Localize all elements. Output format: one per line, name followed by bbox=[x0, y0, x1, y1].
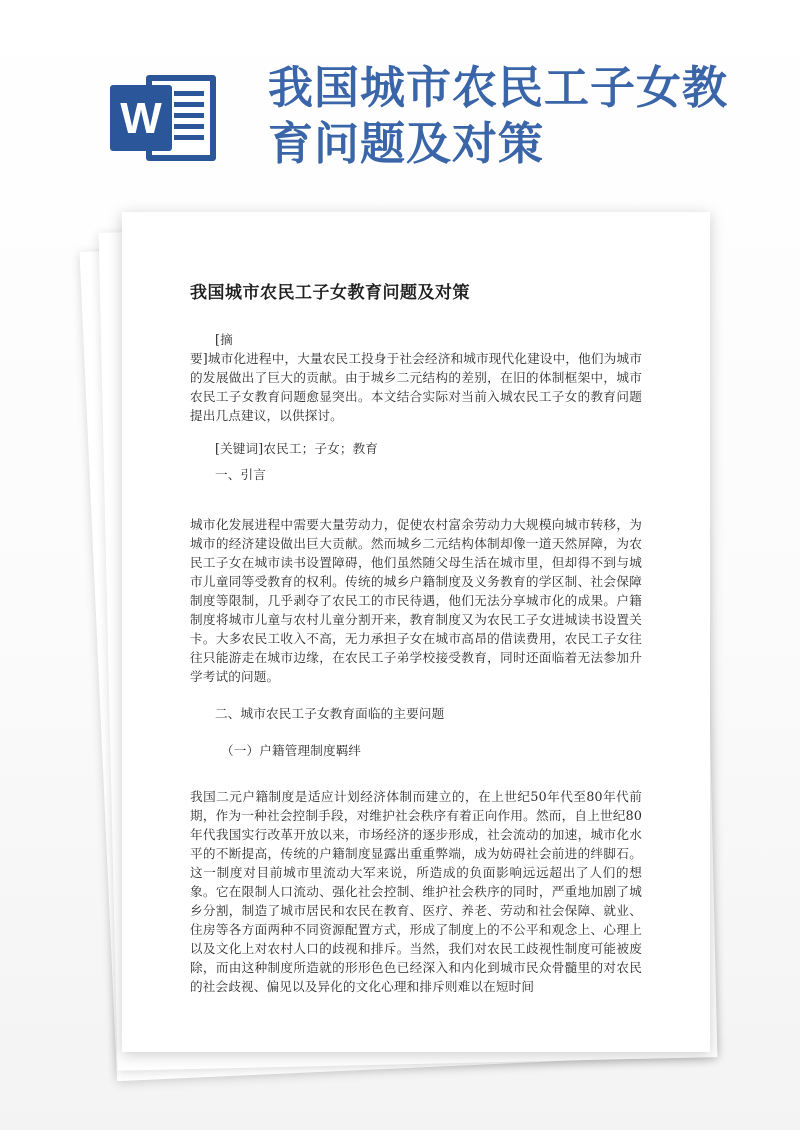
word-logo bbox=[110, 75, 220, 161]
section-heading-main-problems: 二、城市农民工子女教育面临的主要问题 bbox=[215, 706, 445, 721]
abstract-paragraph: 要]城市化进程中，大量农民工投身于社会经济和城市现代化建设中，他们为城市的发展做出了巨大的贡献。由于城乡二元结构的差别，在旧的体制框架中，城市农民工子女教育问题愈显突出。本文结合实际对当前入城农民工子女的教育问题提出几点建议，以供探讨。 bbox=[190, 351, 642, 423]
document-page bbox=[122, 212, 710, 1052]
word-logo-letter: W bbox=[120, 94, 162, 143]
document-title: 我国城市农民工子女教育问题及对策 bbox=[190, 283, 470, 303]
section-heading-introduction: 一、引言 bbox=[215, 467, 266, 482]
keywords-line: [关键词]农民工；子女；教育 bbox=[215, 441, 379, 456]
document-body bbox=[190, 280, 642, 996]
page-title: 我国城市农民工子女教育问题及对策 bbox=[268, 61, 729, 170]
word-document-icon bbox=[110, 75, 220, 161]
introduction-paragraph: 城市化发展进程中需要大量劳动力，促使农村富余劳动力大规模向城市转移，为城市的经济建设做出巨大贡献。然而城乡二元结构体制却像一道天然屏障，为农民工子女在城市读书设置障碍，他们虽然随父母生活在城市里，但却得不到与城市儿童同等受教育的权利。传统的城乡户籍制度及义务教育的学区制、社会保障制度等限制，几乎剥夺了农民工的市民待遇，他们无法分享城市化的成果。户籍制度将城市儿童与农村儿童分割开来，教育制度又为农民工子女进城读书设置关卡。大多农民工收入不高，无力承担子女在城市高昂的借读费用，农民工子女往往只能游走在城市边缘，在农民工子弟学校接受教育，同时还面临着无法参加升学考试的问题。 bbox=[190, 517, 642, 684]
abstract-heading: [摘 bbox=[215, 332, 233, 347]
hukou-paragraph: 我国二元户籍制度是适应计划经济体制而建立的，在上世纪50年代至80年代前期，作为一种社会控制手段，对维护社会秩序有着正向作用。然而，自上世纪80年代我国实行改革开放以来，市场经济的逐步形成，社会流动的加速，城市化水平的不断提高，传统的户籍制度显露出重重弊端，成为妨碍社会前进的绊脚石。这一制度对目前城市里流动大军来说，所造成的负面影响远远超出了人们的想象。它在限制人口流动、强化社会控制、维护社会秩序的同时，严重地加剧了城乡分割，制造了城市居民和农民在教育、医疗、养老、劳动和社会保障、就业、住房等各方面两种不同资源配置方式，形成了制度上的不公平和观念上、心理上以及文化上对农村人口的歧视和排斥。当然，我们对农民工歧视性制度可能被废除，而由这种制度所造就的形形色色已经深入和内化到城市民众骨髓里的对农民的社会歧视、偏见以及异化的文化心理和排斥则难以在短时间 bbox=[190, 789, 642, 994]
subsection-heading-hukou: （一）户籍管理制度羁绊 bbox=[221, 743, 362, 758]
